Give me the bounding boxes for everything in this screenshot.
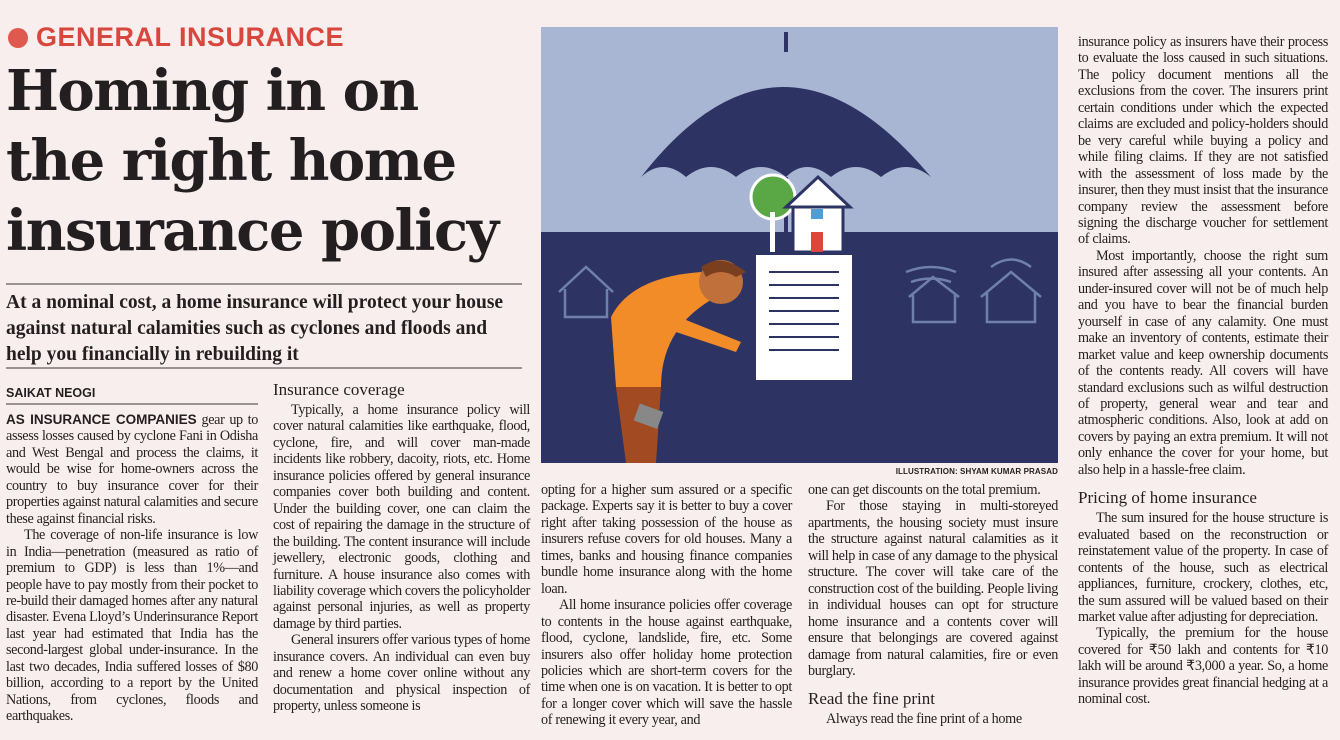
column-2 [273,380,530,715]
paragraph: insurance policy as insurers have their process to evaluate the loss caused in such situations. The policy document mentions all the exclusions from the cover. The insurers print certain conditions under which the expected claims are excluded and policy-holders should be very careful while buying a policy and while filing claims. If they are not satisfied with the assessment of loss made by the insurer, then they must insist that the insurance company review the assessment before signing the discharge voucher for settlement of claims. [1078,34,1328,248]
paragraph-text: gear up to assess losses caused by cyclone Fani in Odisha and West Bengal and process the claims, it would be wise for home-owners across the country to buy insurance cover for their properties against natural calamities and secure these against financial risks. [6,412,258,527]
paragraph: General insurers offer various types of home insurance covers. An individual can even buy and renew a home cover online without any documentation and physical inspection of property, unless someone is [273,632,530,715]
column-1 [6,412,258,725]
headline [6,56,536,266]
subhead-coverage: Insurance coverage [273,380,405,399]
section-kicker [8,22,344,53]
paragraph: Typically, a home insurance policy will cover natural calamities like earthquake, flood, cyclone, fire, and will cover man-made incidents like robbery, dacoity, riots, etc. Home insurance policies offered by general insurance companies cover both building and content. Under the building cover, one can claim the cost of repairing the damage in the structure of the building. The content insurance will include jewellery, electronic goods, clothing and furniture. A house insurance also comes with liability coverage which covers the policyholder against personal injuries, as well as property damage by third parties. [273,402,531,632]
paragraph: one can get discounts on the total premium. [808,482,1041,498]
lead-in: AS INSURANCE COMPANIES [6,412,197,427]
byline: SAIKAT NEOGI [6,386,96,400]
paragraph: Typically, the premium for the house covered for ₹50 lakh and contents for ₹10 lakh will be around ₹3,000 a year. So, a home insurance provides great financial hedging at a nominal cost. [1078,625,1328,708]
kicker-dot-icon [8,28,28,48]
subhead-pricing: Pricing of home insurance [1078,488,1257,508]
paragraph: All home insurance policies offer coverage to contents in the house against earthquake, flood, cyclone, landslide, fire, etc. Some insurers also offer holiday home protection policies which are short-term covers for the time when one is on vacation. It is better to opt for a longer cover which will save the hassle of renewing it every year, and [541,597,792,729]
paragraph: Most importantly, choose the right sum insured after assessing all your contents. An under-insured cover will not be of much help and you have to bear the financial burden yourself in case of any calamity. One must make an inventory of contents, estimate their market value and keep ownership documents of the contents ready. All covers will have standard exclusions such as wilful destruction of property, general wear and tear and atmospheric conditions. Also, look at add on covers by paying an extra premium. It will not only enhance the cover for your home, but also help in a hassle-free claim. [1078,247,1328,478]
headline-line: the right home [6,128,456,194]
paragraph: For those staying in multi-storeyed apartments, the housing society must insure the structure against natural calamities as it will help in case of any damage to the physical structure. The cover will take care of the construction cost of the building. People living in individual houses can opt for structure home insurance and a contents cover will ensure that belongings are covered against damage from natural calamities, fire or even burglary. [808,498,1058,679]
paragraph: opting for a higher sum assured or a specific package. Experts say it is better to buy a cover right after taking possession of the house as insurers refuse covers for old houses. Many a times, banks and housing finance companies bundle home insurance along with the home loan. [541,482,792,597]
policy-document-icon [756,255,852,380]
subhead-fine-print: Read the fine print [808,689,935,709]
column-3 [541,482,792,729]
deck: At a nominal cost, a home insurance will protect your house against natural calamities such as cyclones and floods and help you financially in rebuilding it [6,292,504,365]
paragraph: The coverage of non-life insurance is low in India—penetration (measured as ratio of premium to GDP) is less than 1%—and people have to pay mostly from their pocket to re-build their damaged homes after any natural disaster. Evena Lloyd’s Underinsurance Report last year had estimated that India has the second-largest global under-insurance. In the last two decades, India suffered losses of $80 billion, according to a report by the United Nations, from cyclones, floods and earthquakes. [6,527,258,725]
kicker-text: GENERAL INSURANCE [36,22,345,52]
column-5 [1078,34,1328,708]
paragraph [6,412,258,527]
divider [6,403,258,405]
headline-line: insurance policy [6,198,498,264]
headline-line: Homing in on [6,58,418,124]
illustration [541,27,1058,463]
divider [6,283,522,285]
illustration-credit: ILLUSTRATION: SHYAM KUMAR PRASAD [895,467,1058,476]
column-4 [808,482,1058,728]
divider [6,367,522,369]
paragraph: The sum insured for the house structure is evaluated based on the reconstruction or reinstatement value of the property. In case of contents of the house, such as electrical appliances, furniture, crockery, clothes, etc, the sum assured will be valued based on their market value after adjusting for depreciation. [1078,510,1328,625]
paragraph: Always read the fine print of a home [826,711,1022,728]
